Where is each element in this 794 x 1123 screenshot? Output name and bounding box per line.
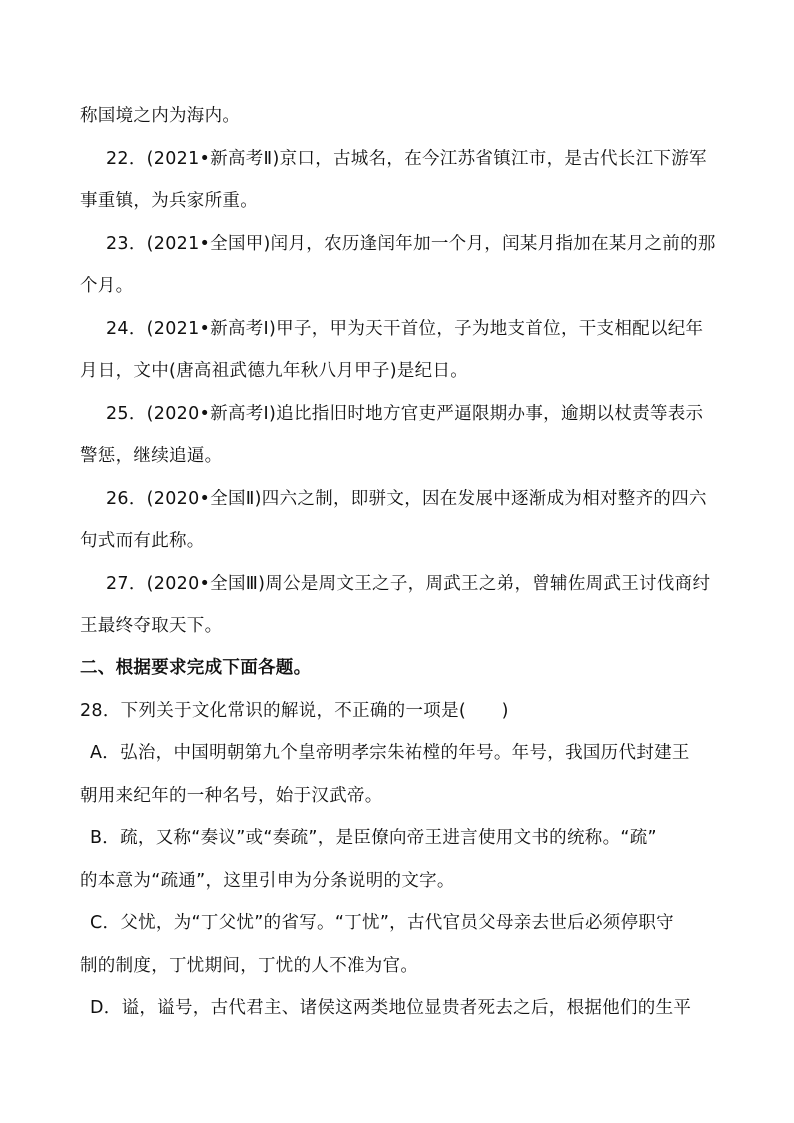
- text-line: 警惩，继续追逼。: [80, 446, 223, 466]
- text-line: 句式而有此称。: [80, 531, 205, 551]
- text-line: 月日，文中(唐高祖武德九年秋八月甲子)是纪日。: [80, 361, 469, 381]
- option-a-line: A．弘治，中国明朝第九个皇帝明孝宗朱祐樘的年号。年号，我国历代封建王: [90, 743, 690, 763]
- text-line: 制的制度，丁忧期间，丁忧的人不准为官。: [80, 956, 419, 976]
- option-c-line: C．父忧，为“丁父忧”的省写。“丁忧”，古代官员父母亲去世后必须停职守: [90, 913, 674, 933]
- text-line: 事重镇，为兵家所重。: [80, 191, 258, 211]
- option-d-line: D．谥，谥号，古代君主、诸侯这两类地位显贵者死去之后，根据他们的生平: [90, 998, 692, 1018]
- text-line: 王最终夺取天下。: [80, 616, 223, 636]
- item-25-line: 25．(2020•新高考Ⅰ)追比指旧时地方官吏严逼限期办事，逾期以杖责等表示: [106, 404, 704, 424]
- item-24-line: 24．(2021•新高考Ⅰ)甲子，甲为天干首位，子为地支首位，干支相配以纪年: [106, 319, 704, 339]
- item-26-line: 26．(2020•全国Ⅱ)四六之制，即骈文，因在发展中逐渐成为相对整齐的四六: [106, 489, 707, 509]
- item-27-line: 27．(2020•全国Ⅲ)周公是周文王之子，周武王之弟，曾辅佐周武王讨伐商纣: [106, 574, 711, 594]
- question-28: 28．下列关于文化常识的解说，不正确的一项是( ): [80, 701, 509, 721]
- option-b-line: B．疏，又称“奏议”或“奏疏”，是臣僚向帝王进言使用文书的统称。“疏”: [90, 828, 657, 848]
- text-line: 称国境之内为海内。: [80, 106, 241, 126]
- text-line: 个月。: [80, 276, 134, 296]
- item-22-line: 22．(2021•新高考Ⅱ)京口，古城名，在今江苏省镇江市，是古代长江下游军: [106, 149, 707, 169]
- item-23-line: 23．(2021•全国甲)闰月，农历逢闰年加一个月，闰某月指加在某月之前的那: [106, 234, 716, 254]
- text-line: 朝用来纪年的一种名号，始于汉武帝。: [80, 786, 383, 806]
- section-heading: 二、根据要求完成下面各题。: [80, 658, 312, 678]
- text-line: 的本意为“疏通”，这里引申为分条说明的文字。: [80, 871, 455, 891]
